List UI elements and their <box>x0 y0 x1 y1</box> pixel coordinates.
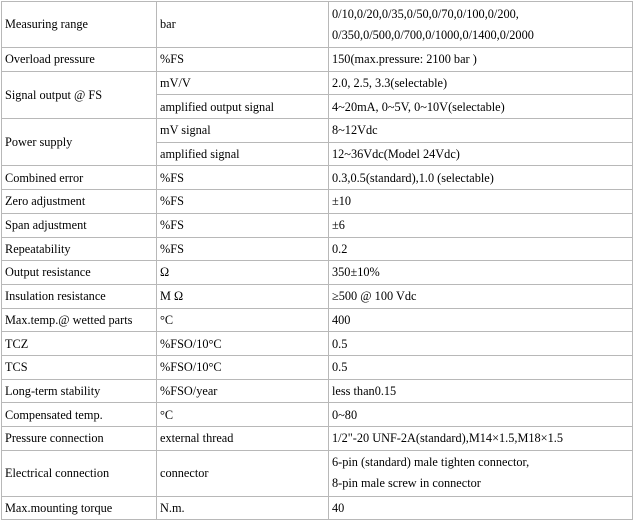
unit-cell: amplified output signal <box>157 95 329 119</box>
table-row-measuring-range <box>2 2 633 48</box>
param-cell: Insulation resistance <box>2 284 157 308</box>
table-row-max-mounting-torque <box>2 496 633 520</box>
table-row-output-resistance <box>2 261 633 285</box>
value-cell: 0.2 <box>329 237 633 261</box>
param-cell: TCZ <box>2 332 157 356</box>
param-cell: Long-term stability <box>2 379 157 403</box>
unit-cell: amplified signal <box>157 142 329 166</box>
value-cell: 40 <box>329 496 633 520</box>
table-row-repeatability <box>2 237 633 261</box>
param-cell: Signal output @ FS <box>2 71 157 118</box>
unit-cell: %FS <box>157 48 329 72</box>
value-cell: less than0.15 <box>329 379 633 403</box>
value-cell: ≥500 @ 100 Vdc <box>329 284 633 308</box>
unit-cell: mV/V <box>157 71 329 95</box>
value-cell: ±10 <box>329 190 633 214</box>
table-row-long-term-stability <box>2 379 633 403</box>
value-cell: 0~80 <box>329 403 633 427</box>
value-line: 0/350,0/500,0/700,0/1000,0/1400,0/2000 <box>332 27 534 42</box>
param-cell: Span adjustment <box>2 213 157 237</box>
unit-cell: N.m. <box>157 496 329 520</box>
param-cell: Repeatability <box>2 237 157 261</box>
unit-cell: %FS <box>157 166 329 190</box>
value-cell: 8~12Vdc <box>329 119 633 143</box>
value-cell: ±6 <box>329 213 633 237</box>
param-cell: Overload pressure <box>2 48 157 72</box>
value-cell: 2.0, 2.5, 3.3(selectable) <box>329 71 633 95</box>
value-cell: 400 <box>329 308 633 332</box>
param-cell: Zero adjustment <box>2 190 157 214</box>
value-cell: 0.5 <box>329 332 633 356</box>
table-row-pressure-connection <box>2 427 633 451</box>
unit-cell: M Ω <box>157 284 329 308</box>
specification-table <box>1 1 633 520</box>
unit-cell: %FS <box>157 213 329 237</box>
param-cell: Measuring range <box>2 2 157 48</box>
unit-cell: external thread <box>157 427 329 451</box>
param-cell: Electrical connection <box>2 450 157 496</box>
table-row-span-adjustment <box>2 213 633 237</box>
value-line: 8-pin male screw in connector <box>332 476 481 491</box>
value-cell: 0.3,0.5(standard),1.0 (selectable) <box>329 166 633 190</box>
table-row-power-supply <box>2 119 633 143</box>
value-cell: 1/2"-20 UNF-2A(standard),M14×1.5,M18×1.5 <box>329 427 633 451</box>
value-line: 6-pin (standard) male tighten connector, <box>332 455 530 470</box>
value-line: 0/10,0/20,0/35,0/50,0/70,0/100,0/200, <box>332 6 519 21</box>
table-row-signal-output <box>2 71 633 95</box>
value-cell: 0.5 <box>329 355 633 379</box>
param-cell: Output resistance <box>2 261 157 285</box>
value-cell: 12~36Vdc(Model 24Vdc) <box>329 142 633 166</box>
table-row-insulation-resistance <box>2 284 633 308</box>
table-row-max-temp <box>2 308 633 332</box>
unit-cell: %FSO/year <box>157 379 329 403</box>
param-cell: Power supply <box>2 119 157 166</box>
table-row-electrical-connection <box>2 450 633 496</box>
unit-cell: %FSO/10°C <box>157 332 329 356</box>
unit-cell: %FS <box>157 237 329 261</box>
param-cell: Max.temp.@ wetted parts <box>2 308 157 332</box>
table-row-compensated-temp <box>2 403 633 427</box>
value-cell: 350±10% <box>329 261 633 285</box>
table-row-tcs <box>2 355 633 379</box>
table-row-tcz <box>2 332 633 356</box>
unit-cell: %FSO/10°C <box>157 355 329 379</box>
value-cell <box>329 2 633 48</box>
value-cell <box>329 450 633 496</box>
value-cell: 4~20mA, 0~5V, 0~10V(selectable) <box>329 95 633 119</box>
unit-cell: °C <box>157 308 329 332</box>
param-cell: Pressure connection <box>2 427 157 451</box>
unit-cell: connector <box>157 450 329 496</box>
param-cell: Compensated temp. <box>2 403 157 427</box>
param-cell: TCS <box>2 355 157 379</box>
unit-cell: %FS <box>157 190 329 214</box>
table-row-zero-adjustment <box>2 190 633 214</box>
unit-cell: Ω <box>157 261 329 285</box>
value-cell: 150(max.pressure: 2100 bar ) <box>329 48 633 72</box>
table-row-combined-error <box>2 166 633 190</box>
param-cell: Max.mounting torque <box>2 496 157 520</box>
table-row-overload-pressure <box>2 48 633 72</box>
param-cell: Combined error <box>2 166 157 190</box>
unit-cell: °C <box>157 403 329 427</box>
unit-cell: mV signal <box>157 119 329 143</box>
unit-cell: bar <box>157 2 329 48</box>
